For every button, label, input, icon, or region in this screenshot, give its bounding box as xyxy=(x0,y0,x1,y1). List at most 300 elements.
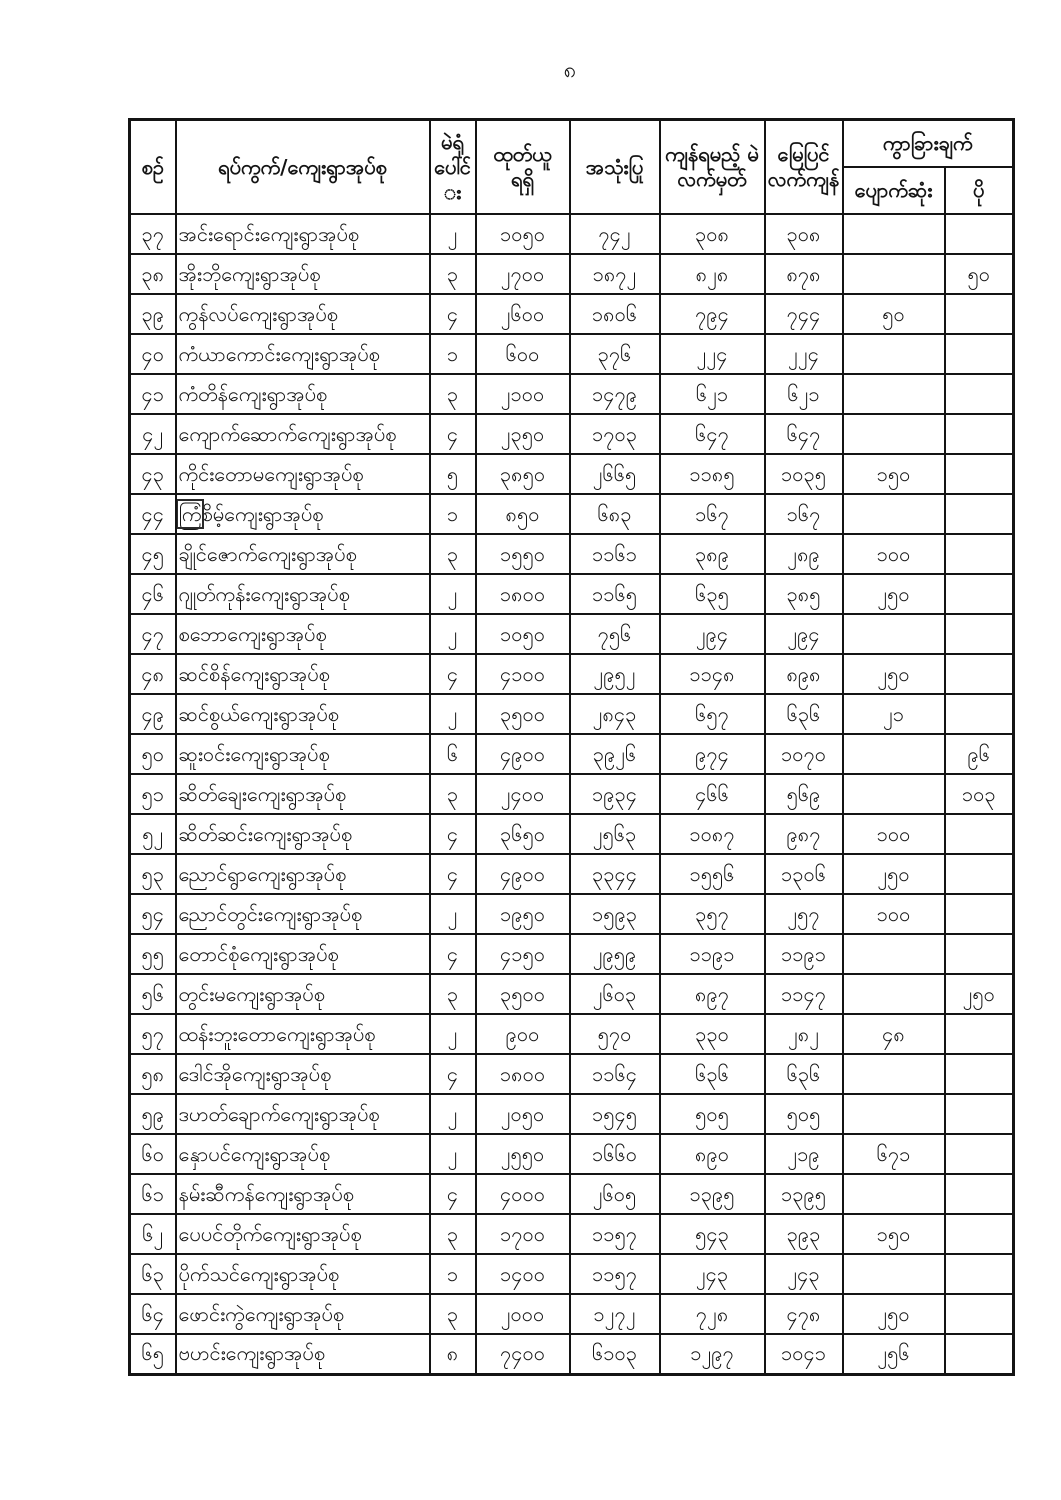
header-polling-stations: မဲရုံ ပေါင်း xyxy=(430,120,476,215)
name-cell: ကျောက်ဆောက်ကျေးရွာအုပ်စု xyxy=(176,414,430,454)
remaining-due-cell: ၆၅၇ xyxy=(660,694,765,734)
lost-cell: ၁၀၀ xyxy=(843,894,945,934)
name-cell: ဆူးဝင်းကျေးရွာအုပ်စု xyxy=(176,734,430,774)
received-cell: ၃၅၀၀ xyxy=(476,694,570,734)
serial-cell: ၄၆ xyxy=(130,574,176,614)
remaining-due-cell: ၁၆၇ xyxy=(660,494,765,534)
used-cell: ၁၈၀၆ xyxy=(570,294,660,334)
serial-cell: ၅၄ xyxy=(130,894,176,934)
name-cell: ချိုင်ဇောက်ကျေးရွာအုပ်စု xyxy=(176,534,430,574)
extra-cell xyxy=(945,654,1014,694)
received-cell: ၂၀၀၀ xyxy=(476,1294,570,1334)
ground-balance-cell: ၈၉၈ xyxy=(765,654,843,694)
stations-cell: ၃ xyxy=(430,974,476,1014)
remaining-due-cell: ၅၄၃ xyxy=(660,1214,765,1254)
used-cell: ၁၁၆၁ xyxy=(570,534,660,574)
serial-cell: ၅၈ xyxy=(130,1054,176,1094)
stations-cell: ၄ xyxy=(430,1174,476,1214)
remaining-due-cell: ၈၉၀ xyxy=(660,1134,765,1174)
ground-balance-cell: ၆၂၁ xyxy=(765,374,843,414)
ground-balance-cell: ၂၉၄ xyxy=(765,614,843,654)
name-cell: နှောပင်ကျေးရွာအုပ်စု xyxy=(176,1134,430,1174)
remaining-due-cell: ၁၁၉၁ xyxy=(660,934,765,974)
serial-cell: ၃၈ xyxy=(130,254,176,294)
ground-balance-cell: ၅၆၉ xyxy=(765,774,843,814)
serial-cell: ၅၉ xyxy=(130,1094,176,1134)
ground-balance-cell: ၁၁၉၁ xyxy=(765,934,843,974)
table-row xyxy=(130,534,1014,574)
used-cell: ၂၉၅၉ xyxy=(570,934,660,974)
remaining-due-cell: ၃၅၇ xyxy=(660,894,765,934)
table-row xyxy=(130,374,1014,414)
serial-cell: ၅၁ xyxy=(130,774,176,814)
serial-cell: ၄၇ xyxy=(130,614,176,654)
ground-balance-cell: ၂၄၃ xyxy=(765,1254,843,1294)
name-cell: ကိုင်းတောမကျေးရွာအုပ်စု xyxy=(176,454,430,494)
ground-balance-cell: ၆၄၇ xyxy=(765,414,843,454)
table-row xyxy=(130,1134,1014,1174)
serial-cell: ၆၂ xyxy=(130,1214,176,1254)
table-row xyxy=(130,214,1014,254)
name-cell: ဆိတ်ချေးကျေးရွာအုပ်စု xyxy=(176,774,430,814)
name-cell: ကွန်လပ်ကျေးရွာအုပ်စု xyxy=(176,294,430,334)
used-cell: ၃၃၄၄ xyxy=(570,854,660,894)
table-row xyxy=(130,894,1014,934)
ground-balance-cell: ၄၇၈ xyxy=(765,1294,843,1334)
name-cell: စဘောကျေးရွာအုပ်စု xyxy=(176,614,430,654)
received-cell: ၆၀၀ xyxy=(476,334,570,374)
stations-cell: ၃ xyxy=(430,774,476,814)
received-cell: ၁၈၀၀ xyxy=(476,574,570,614)
remaining-due-cell: ၃၈၉ xyxy=(660,534,765,574)
used-cell: ၂၆၆၅ xyxy=(570,454,660,494)
remaining-due-cell: ၁၂၉၇ xyxy=(660,1334,765,1374)
lost-cell: ၁၅၀ xyxy=(843,1214,945,1254)
used-cell: ၂၆၀၅ xyxy=(570,1174,660,1214)
lost-cell: ၂၅၆ xyxy=(843,1334,945,1374)
remaining-due-cell: ၂၉၄ xyxy=(660,614,765,654)
serial-cell: ၄၃ xyxy=(130,454,176,494)
stations-cell: ၈ xyxy=(430,1334,476,1374)
remaining-due-cell: ၁၀၈၇ xyxy=(660,814,765,854)
ground-balance-cell: ၃၈၅ xyxy=(765,574,843,614)
ground-balance-cell: ၂၈၉ xyxy=(765,534,843,574)
serial-cell: ၅၂ xyxy=(130,814,176,854)
received-cell: ၁၇၀၀ xyxy=(476,1214,570,1254)
stations-cell: ၄ xyxy=(430,1054,476,1094)
serial-cell: ၄၉ xyxy=(130,694,176,734)
ground-balance-cell: ၁၀၄၁ xyxy=(765,1334,843,1374)
name-cell: ကံတိန်ကျေးရွာအုပ်စု xyxy=(176,374,430,414)
used-cell: ၁၄၇၉ xyxy=(570,374,660,414)
received-cell: ၁၀၅၀ xyxy=(476,214,570,254)
ground-balance-cell: ၈၇၈ xyxy=(765,254,843,294)
stations-cell: ၁ xyxy=(430,1254,476,1294)
received-cell: ၄၉၀၀ xyxy=(476,854,570,894)
serial-cell: ၄၅ xyxy=(130,534,176,574)
name-cell: အင်းရောင်းကျေးရွာအုပ်စု xyxy=(176,214,430,254)
received-cell: ၄၉၀၀ xyxy=(476,734,570,774)
ground-balance-cell: ၇၄၄ xyxy=(765,294,843,334)
received-cell: ၁၈၀၀ xyxy=(476,1054,570,1094)
ground-balance-cell: ၁၃၀၆ xyxy=(765,854,843,894)
remaining-due-cell: ၆၃၆ xyxy=(660,1054,765,1094)
ground-balance-cell: ၂၁၉ xyxy=(765,1134,843,1174)
received-cell: ၂၁၀၀ xyxy=(476,374,570,414)
ground-balance-cell: ၂၈၂ xyxy=(765,1014,843,1054)
serial-cell: ၅၀ xyxy=(130,734,176,774)
extra-cell xyxy=(945,454,1014,494)
ground-balance-cell: ၆၃၆ xyxy=(765,694,843,734)
name-cell: တောင်စုံကျေးရွာအုပ်စု xyxy=(176,934,430,974)
extra-cell xyxy=(945,1294,1014,1334)
name-cell: ဆိတ်ဆင်းကျေးရွာအုပ်စု xyxy=(176,814,430,854)
extra-cell xyxy=(945,214,1014,254)
used-cell: ၃၇၆ xyxy=(570,334,660,374)
extra-cell xyxy=(945,894,1014,934)
received-cell: ၁၅၅၀ xyxy=(476,534,570,574)
ground-balance-cell: ၁၆၇ xyxy=(765,494,843,534)
received-cell: ၂၀၅၀ xyxy=(476,1094,570,1134)
stations-cell: ၆ xyxy=(430,734,476,774)
used-cell: ၁၉၃၄ xyxy=(570,774,660,814)
table-row xyxy=(130,334,1014,374)
used-cell: ၁၅၉၃ xyxy=(570,894,660,934)
lost-cell xyxy=(843,414,945,454)
serial-cell: ၆၅ xyxy=(130,1334,176,1374)
table-row xyxy=(130,934,1014,974)
stations-cell: ၁ xyxy=(430,494,476,534)
name-cell: အိုးဘိုကျေးရွာအုပ်စု xyxy=(176,254,430,294)
extra-cell xyxy=(945,374,1014,414)
header-extra: ပို xyxy=(945,167,1014,214)
stations-cell: ၃ xyxy=(430,534,476,574)
remaining-due-cell: ၈၂၈ xyxy=(660,254,765,294)
header-ballots-remaining-due: ကျန်ရမည့် မဲလက်မှတ် xyxy=(660,120,765,215)
extra-cell xyxy=(945,414,1014,454)
stations-cell: ၃ xyxy=(430,1294,476,1334)
stations-cell: ၄ xyxy=(430,934,476,974)
used-cell: ၅၇၀ xyxy=(570,1014,660,1054)
lost-cell xyxy=(843,974,945,1014)
ground-balance-cell: ၁၁၄၇ xyxy=(765,974,843,1014)
table-row xyxy=(130,734,1014,774)
serial-cell: ၅၅ xyxy=(130,934,176,974)
serial-cell: ၅၆ xyxy=(130,974,176,1014)
table-row xyxy=(130,574,1014,614)
used-cell: ၁၁၅၇ xyxy=(570,1254,660,1294)
remaining-due-cell: ၃၀၈ xyxy=(660,214,765,254)
received-cell: ၄၁၀၀ xyxy=(476,654,570,694)
serial-cell: ၃၇ xyxy=(130,214,176,254)
lost-cell: ၂၅၀ xyxy=(843,654,945,694)
table-row xyxy=(130,1294,1014,1334)
header-ward-village: ရပ်ကွက်/ကျေးရွာအုပ်စု xyxy=(176,120,430,215)
ground-balance-cell: ၂၅၇ xyxy=(765,894,843,934)
table-row xyxy=(130,854,1014,894)
stations-cell: ၂ xyxy=(430,894,476,934)
stations-cell: ၄ xyxy=(430,654,476,694)
stations-cell: ၃ xyxy=(430,254,476,294)
extra-cell: ၉၆ xyxy=(945,734,1014,774)
extra-cell xyxy=(945,854,1014,894)
ground-balance-cell: ၁၀၃၅ xyxy=(765,454,843,494)
name-cell: ပိုက်သင်ကျေးရွာအုပ်စု xyxy=(176,1254,430,1294)
name-cell: ပေပင်တိုက်ကျေးရွာအုပ်စု xyxy=(176,1214,430,1254)
extra-cell xyxy=(945,1054,1014,1094)
received-cell: ၈၅၀ xyxy=(476,494,570,534)
header-received: ထုတ်ယူ ရရှိ xyxy=(476,120,570,215)
name-cell: ဆင်စိန်ကျေးရွာအုပ်စု xyxy=(176,654,430,694)
table-row xyxy=(130,254,1014,294)
stations-cell: ၃ xyxy=(430,374,476,414)
stations-cell: ၄ xyxy=(430,854,476,894)
remaining-due-cell: ၃၃၀ xyxy=(660,1014,765,1054)
stations-cell: ၄ xyxy=(430,814,476,854)
used-cell: ၁၈၇၂ xyxy=(570,254,660,294)
used-cell: ၆၁၀၃ xyxy=(570,1334,660,1374)
serial-cell: ၄၀ xyxy=(130,334,176,374)
received-cell: ၃၅၀၀ xyxy=(476,974,570,1014)
table-row xyxy=(130,494,1014,534)
ground-balance-cell: ၁၃၉၅ xyxy=(765,1174,843,1214)
table-row xyxy=(130,1054,1014,1094)
serial-cell: ၆၄ xyxy=(130,1294,176,1334)
remaining-due-cell: ၅၀၅ xyxy=(660,1094,765,1134)
serial-cell: ၆၃ xyxy=(130,1254,176,1294)
table-row xyxy=(130,774,1014,814)
extra-cell xyxy=(945,614,1014,654)
extra-cell xyxy=(945,494,1014,534)
stations-cell: ၃ xyxy=(430,1214,476,1254)
extra-cell xyxy=(945,574,1014,614)
used-cell: ၇၅၆ xyxy=(570,614,660,654)
ground-balance-cell: ၉၈၇ xyxy=(765,814,843,854)
name-cell: ထန်းဘူးတောကျေးရွာအုပ်စု xyxy=(176,1014,430,1054)
remaining-due-cell: ၄၆၆ xyxy=(660,774,765,814)
remaining-due-cell: ၆၂၁ xyxy=(660,374,765,414)
table-row xyxy=(130,614,1014,654)
lost-cell xyxy=(843,1174,945,1214)
received-cell: ၃၆၅၀ xyxy=(476,814,570,854)
used-cell: ၁၁၅၇ xyxy=(570,1214,660,1254)
table-row xyxy=(130,414,1014,454)
ground-balance-cell: ၆၃၆ xyxy=(765,1054,843,1094)
received-cell: ၃၈၅၀ xyxy=(476,454,570,494)
stations-cell: ၂ xyxy=(430,694,476,734)
table-row xyxy=(130,1254,1014,1294)
table-header xyxy=(130,120,1014,215)
name-cell: ဆင်စွယ်ကျေးရွာအုပ်စု xyxy=(176,694,430,734)
stations-cell: ၂ xyxy=(430,614,476,654)
page-number: ၈ xyxy=(563,58,577,83)
used-cell: ၁၇၀၃ xyxy=(570,414,660,454)
remaining-due-cell: ၁၁၄၈ xyxy=(660,654,765,694)
lost-cell: ၆၇၁ xyxy=(843,1134,945,1174)
table-row xyxy=(130,974,1014,1014)
ballot-accounting-table xyxy=(128,118,1015,1376)
ground-balance-cell: ၃၀၈ xyxy=(765,214,843,254)
received-cell: ၂၅၅၀ xyxy=(476,1134,570,1174)
extra-cell xyxy=(945,334,1014,374)
remaining-due-cell: ၇၂၈ xyxy=(660,1294,765,1334)
remaining-due-cell: ၁၃၉၅ xyxy=(660,1174,765,1214)
received-cell: ၂၇၀၀ xyxy=(476,254,570,294)
lost-cell xyxy=(843,254,945,294)
name-cell: ညောင်တွင်းကျေးရွာအုပ်စု xyxy=(176,894,430,934)
extra-cell xyxy=(945,1254,1014,1294)
stations-cell: ၂ xyxy=(430,214,476,254)
lost-cell: ၂၅၀ xyxy=(843,574,945,614)
used-cell: ၂၉၅၂ xyxy=(570,654,660,694)
remaining-due-cell: ၂၄၃ xyxy=(660,1254,765,1294)
lost-cell: ၅၀ xyxy=(843,294,945,334)
received-cell: ၂၆၀၀ xyxy=(476,294,570,334)
extra-cell xyxy=(945,1134,1014,1174)
extra-cell xyxy=(945,1334,1014,1374)
extra-cell: ၂၅၀ xyxy=(945,974,1014,1014)
table-row xyxy=(130,654,1014,694)
serial-cell: ၄၈ xyxy=(130,654,176,694)
name-cell: တွင်းမကျေးရွာအုပ်စု xyxy=(176,974,430,1014)
stations-cell: ၂ xyxy=(430,1134,476,1174)
used-cell: ၁၅၄၅ xyxy=(570,1094,660,1134)
name-cell: ကြံစိမ့်ကျေးရွာအုပ်စု xyxy=(176,494,430,534)
remaining-due-cell: ၈၉၇ xyxy=(660,974,765,1014)
used-cell: ၂၆၀၃ xyxy=(570,974,660,1014)
lost-cell xyxy=(843,934,945,974)
received-cell: ၁၀၅၀ xyxy=(476,614,570,654)
extra-cell xyxy=(945,1014,1014,1054)
name-cell: ညောင်ရွာကျေးရွာအုပ်စု xyxy=(176,854,430,894)
used-cell: ၇၄၂ xyxy=(570,214,660,254)
table-row xyxy=(130,1214,1014,1254)
extra-cell xyxy=(945,294,1014,334)
extra-cell xyxy=(945,934,1014,974)
stations-cell: ၄ xyxy=(430,414,476,454)
name-cell: ဒဟတ်ချောက်ကျေးရွာအုပ်စု xyxy=(176,1094,430,1134)
ground-balance-cell: ၃၉၃ xyxy=(765,1214,843,1254)
table-row xyxy=(130,694,1014,734)
extra-cell xyxy=(945,534,1014,574)
lost-cell xyxy=(843,334,945,374)
remaining-due-cell: ၆၃၅ xyxy=(660,574,765,614)
remaining-due-cell: ၁၅၅၆ xyxy=(660,854,765,894)
lost-cell: ၄၈ xyxy=(843,1014,945,1054)
table-row xyxy=(130,1014,1014,1054)
stations-cell: ၅ xyxy=(430,454,476,494)
serial-cell: ၅၇ xyxy=(130,1014,176,1054)
lost-cell: ၂၅၀ xyxy=(843,1294,945,1334)
ground-balance-cell: ၁၀၇၀ xyxy=(765,734,843,774)
lost-cell: ၁၀၀ xyxy=(843,534,945,574)
extra-cell: ၅၀ xyxy=(945,254,1014,294)
serial-cell: ၆၀ xyxy=(130,1134,176,1174)
received-cell: ၄၁၅၀ xyxy=(476,934,570,974)
serial-cell: ၃၉ xyxy=(130,294,176,334)
ground-balance-cell: ၂၂၄ xyxy=(765,334,843,374)
remaining-due-cell: ၂၂၄ xyxy=(660,334,765,374)
lost-cell xyxy=(843,1054,945,1094)
used-cell: ၂၅၆၃ xyxy=(570,814,660,854)
header-used: အသုံးပြု xyxy=(570,120,660,215)
serial-cell: ၆၁ xyxy=(130,1174,176,1214)
received-cell: ၇၄၀၀ xyxy=(476,1334,570,1374)
lost-cell xyxy=(843,734,945,774)
received-cell: ၂၄၀၀ xyxy=(476,774,570,814)
stations-cell: ၂ xyxy=(430,1014,476,1054)
table-row xyxy=(130,1094,1014,1134)
name-cell: ဂျုတ်ကုန်းကျေးရွာအုပ်စု xyxy=(176,574,430,614)
lost-cell xyxy=(843,494,945,534)
header-difference-group: ကွာခြားချက် xyxy=(843,120,1014,168)
lost-cell: ၁၀၀ xyxy=(843,814,945,854)
lost-cell xyxy=(843,774,945,814)
table-row xyxy=(130,1334,1014,1374)
serial-cell: ၅၃ xyxy=(130,854,176,894)
header-lost: ပျောက်ဆုံး xyxy=(843,167,945,214)
table-row xyxy=(130,294,1014,334)
table-row xyxy=(130,814,1014,854)
used-cell: ၁၁၆၅ xyxy=(570,574,660,614)
name-cell: နမ်းဆီကန်ကျေးရွာအုပ်စု xyxy=(176,1174,430,1214)
received-cell: ၁၄၀၀ xyxy=(476,1254,570,1294)
used-cell: ၆၈၃ xyxy=(570,494,660,534)
name-cell: ဗဟင်းကျေးရွာအုပ်စု xyxy=(176,1334,430,1374)
table-row xyxy=(130,454,1014,494)
ground-balance-cell: ၅၀၅ xyxy=(765,1094,843,1134)
scan-annotation-box: ကြံ xyxy=(178,501,202,526)
received-cell: ၁၉၅၀ xyxy=(476,894,570,934)
name-cell: ကံယာကောင်းကျေးရွာအုပ်စု xyxy=(176,334,430,374)
received-cell: ၂၃၅၀ xyxy=(476,414,570,454)
remaining-due-cell: ၇၉၄ xyxy=(660,294,765,334)
extra-cell xyxy=(945,814,1014,854)
used-cell: ၁၁၆၄ xyxy=(570,1054,660,1094)
stations-cell: ၂ xyxy=(430,574,476,614)
extra-cell xyxy=(945,1214,1014,1254)
stations-cell: ၄ xyxy=(430,294,476,334)
lost-cell xyxy=(843,1094,945,1134)
extra-cell xyxy=(945,1094,1014,1134)
used-cell: ၁၂၇၂ xyxy=(570,1294,660,1334)
serial-cell: ၄၄ xyxy=(130,494,176,534)
received-cell: ၉၀၀ xyxy=(476,1014,570,1054)
header-ground-balance: မြေပြင် လက်ကျန် xyxy=(765,120,843,215)
lost-cell: ၂၅၀ xyxy=(843,854,945,894)
extra-cell xyxy=(945,1174,1014,1214)
lost-cell xyxy=(843,214,945,254)
table-body xyxy=(130,214,1014,1374)
header-serial: စဉ် xyxy=(130,120,176,215)
used-cell: ၂၈၄၃ xyxy=(570,694,660,734)
remaining-due-cell: ၉၇၄ xyxy=(660,734,765,774)
name-cell: ဒေါင်အိုကျေးရွာအုပ်စု xyxy=(176,1054,430,1094)
extra-cell xyxy=(945,694,1014,734)
stations-cell: ၁ xyxy=(430,334,476,374)
lost-cell xyxy=(843,614,945,654)
remaining-due-cell: ၁၁၈၅ xyxy=(660,454,765,494)
name-cell: ဖောင်းကွဲကျေးရွာအုပ်စု xyxy=(176,1294,430,1334)
lost-cell xyxy=(843,1254,945,1294)
serial-cell: ၄၁ xyxy=(130,374,176,414)
serial-cell: ၄၂ xyxy=(130,414,176,454)
remaining-due-cell: ၆၄၇ xyxy=(660,414,765,454)
lost-cell: ၂၁ xyxy=(843,694,945,734)
extra-cell: ၁၀၃ xyxy=(945,774,1014,814)
used-cell: ၁၆၆၀ xyxy=(570,1134,660,1174)
received-cell: ၄၀၀၀ xyxy=(476,1174,570,1214)
